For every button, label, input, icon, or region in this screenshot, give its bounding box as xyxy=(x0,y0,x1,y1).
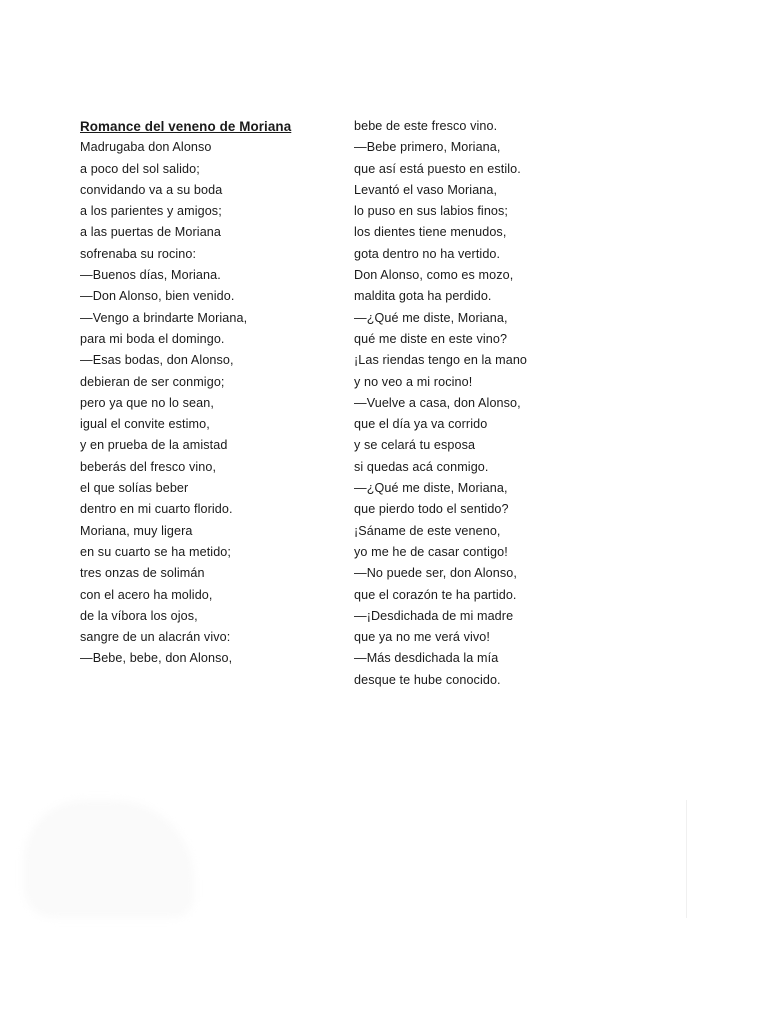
verse-line: pero ya que no lo sean, xyxy=(80,395,214,410)
verse-line: sofrenaba su rocino: xyxy=(80,246,197,261)
verse-line: sangre de un alacrán vivo: xyxy=(80,630,231,645)
verse-line: Madrugaba don Alonso xyxy=(80,140,212,155)
poem-title: Romance del veneno de Moriana xyxy=(80,119,292,134)
verse-line: —Bebe primero, Moriana, xyxy=(354,140,501,155)
verse-line: qué me diste en este vino? xyxy=(354,331,508,346)
verse-line: los dientes tiene menudos, xyxy=(354,225,507,240)
verse-line: y se celará tu esposa xyxy=(354,438,476,453)
verse-line: beberás del fresco vino, xyxy=(80,459,217,474)
verse-line: —Más desdichada la mía xyxy=(354,651,499,666)
verse-line: igual el convite estimo, xyxy=(80,417,210,432)
verse-line: —¿Qué me diste, Moriana, xyxy=(354,481,508,496)
verse-line: con el acero ha molido, xyxy=(80,587,213,602)
verse-line: a las puertas de Moriana xyxy=(80,225,222,240)
verse-line: —¡Desdichada de mi madre xyxy=(354,608,514,623)
verse-line: y en prueba de la amistad xyxy=(80,438,228,453)
verse-line: convidando va a su boda xyxy=(80,182,223,197)
verse-line: de la víbora los ojos, xyxy=(80,608,198,623)
verse-line: desque te hube conocido. xyxy=(354,672,501,687)
verse-line: Levantó el vaso Moriana, xyxy=(354,182,498,197)
verse-line: que así está puesto en estilo. xyxy=(354,161,521,176)
verse-line: —No puede ser, don Alonso, xyxy=(354,566,517,581)
verse-line: Moriana, muy ligera xyxy=(80,523,193,538)
verse-line: que el día ya va corrido xyxy=(354,417,488,432)
verse-line: —Don Alonso, bien venido. xyxy=(80,289,235,304)
verse-line: —Bebe, bebe, don Alonso, xyxy=(80,651,233,666)
verse-line: a los parientes y amigos; xyxy=(80,204,222,219)
verse-line: y no veo a mi rocino! xyxy=(354,374,473,389)
verse-line: maldita gota ha perdido. xyxy=(354,289,492,304)
verse-line: el que solías beber xyxy=(80,481,189,496)
left-verse-list xyxy=(80,137,345,669)
scan-smudge xyxy=(24,800,194,918)
verse-line: tres onzas de solimán xyxy=(80,566,205,581)
verse-line: para mi boda el domingo. xyxy=(80,331,225,346)
verse-line: si quedas acá conmigo. xyxy=(354,459,489,474)
verse-line: que el corazón te ha partido. xyxy=(354,587,517,602)
verse-line: dentro en mi cuarto florido. xyxy=(80,502,233,517)
scan-edge-mark xyxy=(686,800,687,918)
verse-line: yo me he de casar contigo! xyxy=(354,544,508,559)
verse-line: —¿Qué me diste, Moriana, xyxy=(354,310,508,325)
verse-line: Don Alonso, como es mozo, xyxy=(354,268,514,283)
verse-line: lo puso en sus labios finos; xyxy=(354,204,509,219)
right-verse-list xyxy=(354,116,654,691)
poem-right-column xyxy=(354,116,654,691)
verse-line: en su cuarto se ha metido; xyxy=(80,544,232,559)
verse-line: que ya no me verá vivo! xyxy=(354,630,491,645)
verse-line: bebe de este fresco vino. xyxy=(354,119,498,133)
verse-line: —Buenos días, Moriana. xyxy=(80,268,221,283)
poem-left-column xyxy=(80,116,345,670)
verse-line: debieran de ser conmigo; xyxy=(80,374,225,389)
verse-line: a poco del sol salido; xyxy=(80,161,200,176)
verse-line: —Esas bodas, don Alonso, xyxy=(80,353,234,368)
verse-line: —Vuelve a casa, don Alonso, xyxy=(354,395,521,410)
verse-line: —Vengo a brindarte Moriana, xyxy=(80,310,248,325)
verse-line: gota dentro no ha vertido. xyxy=(354,246,501,261)
verse-line: que pierdo todo el sentido? xyxy=(354,502,509,517)
verse-line: ¡Sáname de este veneno, xyxy=(354,523,501,538)
verse-line: ¡Las riendas tengo en la mano xyxy=(354,353,528,368)
